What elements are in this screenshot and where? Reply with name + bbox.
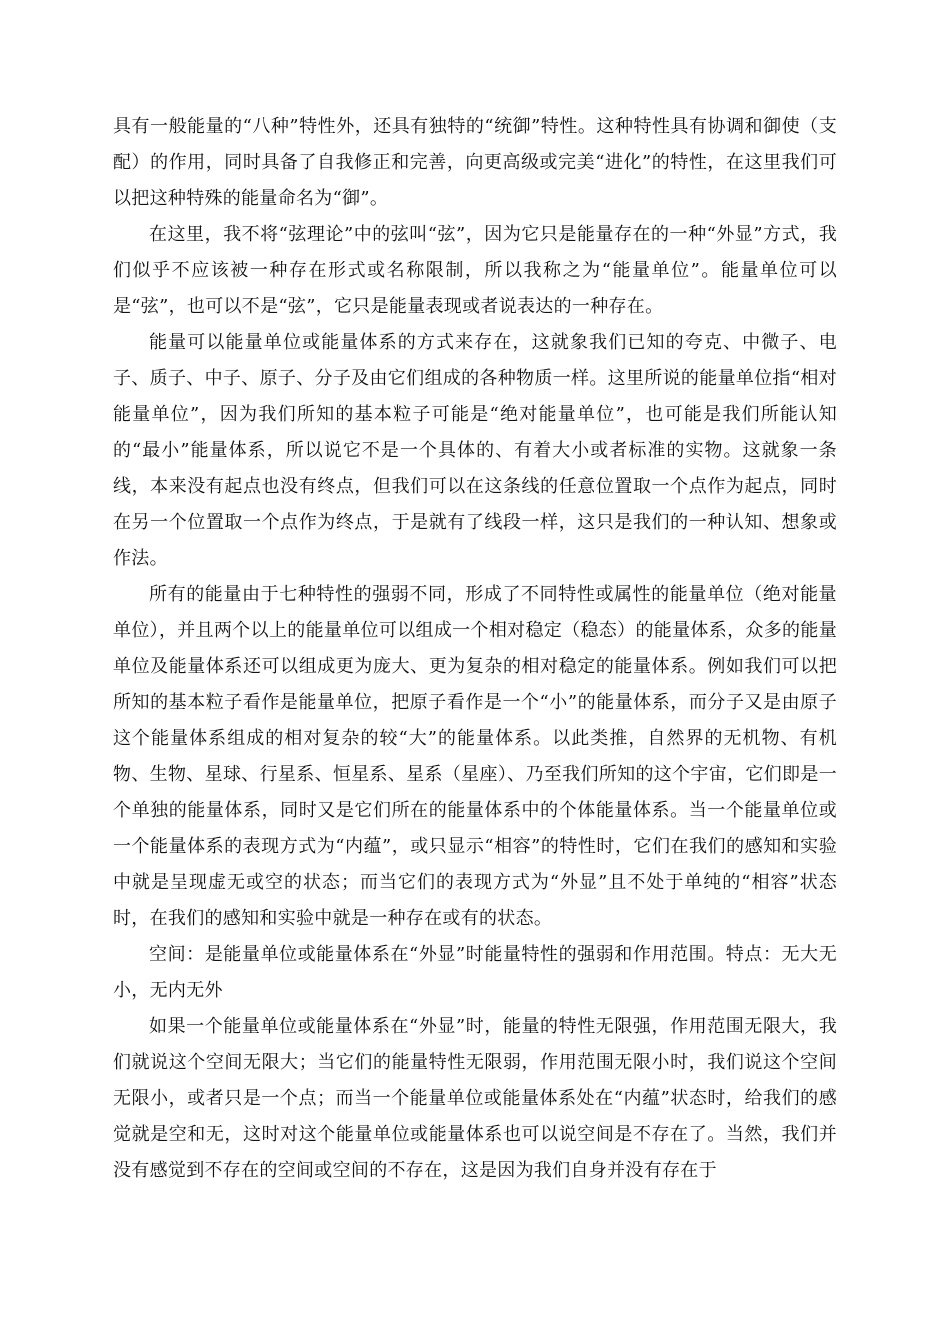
paragraph-6: 如果一个能量单位或能量体系在“外显”时，能量的特性无限强，作用范围无限大，我们就说这个空间无限大；当它们的能量特性无限弱，作用范围无限小时，我们说这个空间无限小，或者只是一个点；而当一个能量单位或能量体系处在“内蕴”状态时，给我们的感觉就是空和无，这时对这个能量单位或能量体系也可以说空间是不存在了。当然，我们并没有感觉到不存在的空间或空间的不存在，这是因为我们自身并没有存在于	[113, 1016, 837, 1181]
paragraph-1: 具有一般能量的“八种”特性外，还具有独特的“统御”特性。这种特性具有协调和御使（支配）的作用，同时具备了自我修正和完善，向更高级或完美“进化”的特性，在这里我们可以把这种特殊的能量命名为“御”。	[113, 116, 837, 209]
paragraph-5: 空间：是能量单位或能量体系在“外显”时能量特性的强弱和作用范围。特点：无大无小，无内无外	[113, 944, 837, 1001]
paragraph-4: 所有的能量由于七种特性的强弱不同，形成了不同特性或属性的能量单位（绝对能量单位），并且两个以上的能量单位可以组成一个相对稳定（稳态）的能量体系，众多的能量单位及能量体系还可以组成更为庞大、更为复杂的相对稳定的能量体系。例如我们可以把所知的基本粒子看作是能量单位，把原子看作是一个“小”的能量体系，而分子又是由原子这个能量体系组成的相对复杂的较“大”的能量体系。以此类推，自然界的无机物、有机物、生物、星球、行星系、恒星系、星系（星座）、乃至我们所知的这个宇宙，它们即是一个单独的能量体系，同时又是它们所在的能量体系中的个体能量体系。当一个能量单位或一个能量体系的表现方式为“内蕴”，或只显示“相容”的特性时，它们在我们的感知和实验中就是呈现虚无或空的状态；而当它们的表现方式为“外显”且不处于单纯的“相容”状态时，在我们的感知和实验中就是一种存在或有的状态。	[113, 584, 837, 929]
paragraph-2: 在这里，我不将“弦理论”中的弦叫“弦”，因为它只是能量存在的一种“外显”方式，我们似乎不应该被一种存在形式或名称限制，所以我称之为“能量单位”。能量单位可以是“弦”，也可以不是“弦”，它只是能量表现或者说表达的一种存在。	[113, 224, 837, 317]
body-text	[113, 109, 837, 1189]
paragraph-3: 能量可以能量单位或能量体系的方式来存在，这就象我们已知的夸克、中微子、电子、质子、中子、原子、分子及由它们组成的各种物质一样。这里所说的能量单位指“相对能量单位”，因为我们所知的基本粒子可能是“绝对能量单位”，也可能是我们所能认知的“最小”能量体系，所以说它不是一个具体的、有着大小或者标准的实物。这就象一条线，本来没有起点也没有终点，但我们可以在这条线的任意位置取一个点作为起点，同时在另一个位置取一个点作为终点，于是就有了线段一样，这只是我们的一种认知、想象或作法。	[113, 332, 837, 569]
